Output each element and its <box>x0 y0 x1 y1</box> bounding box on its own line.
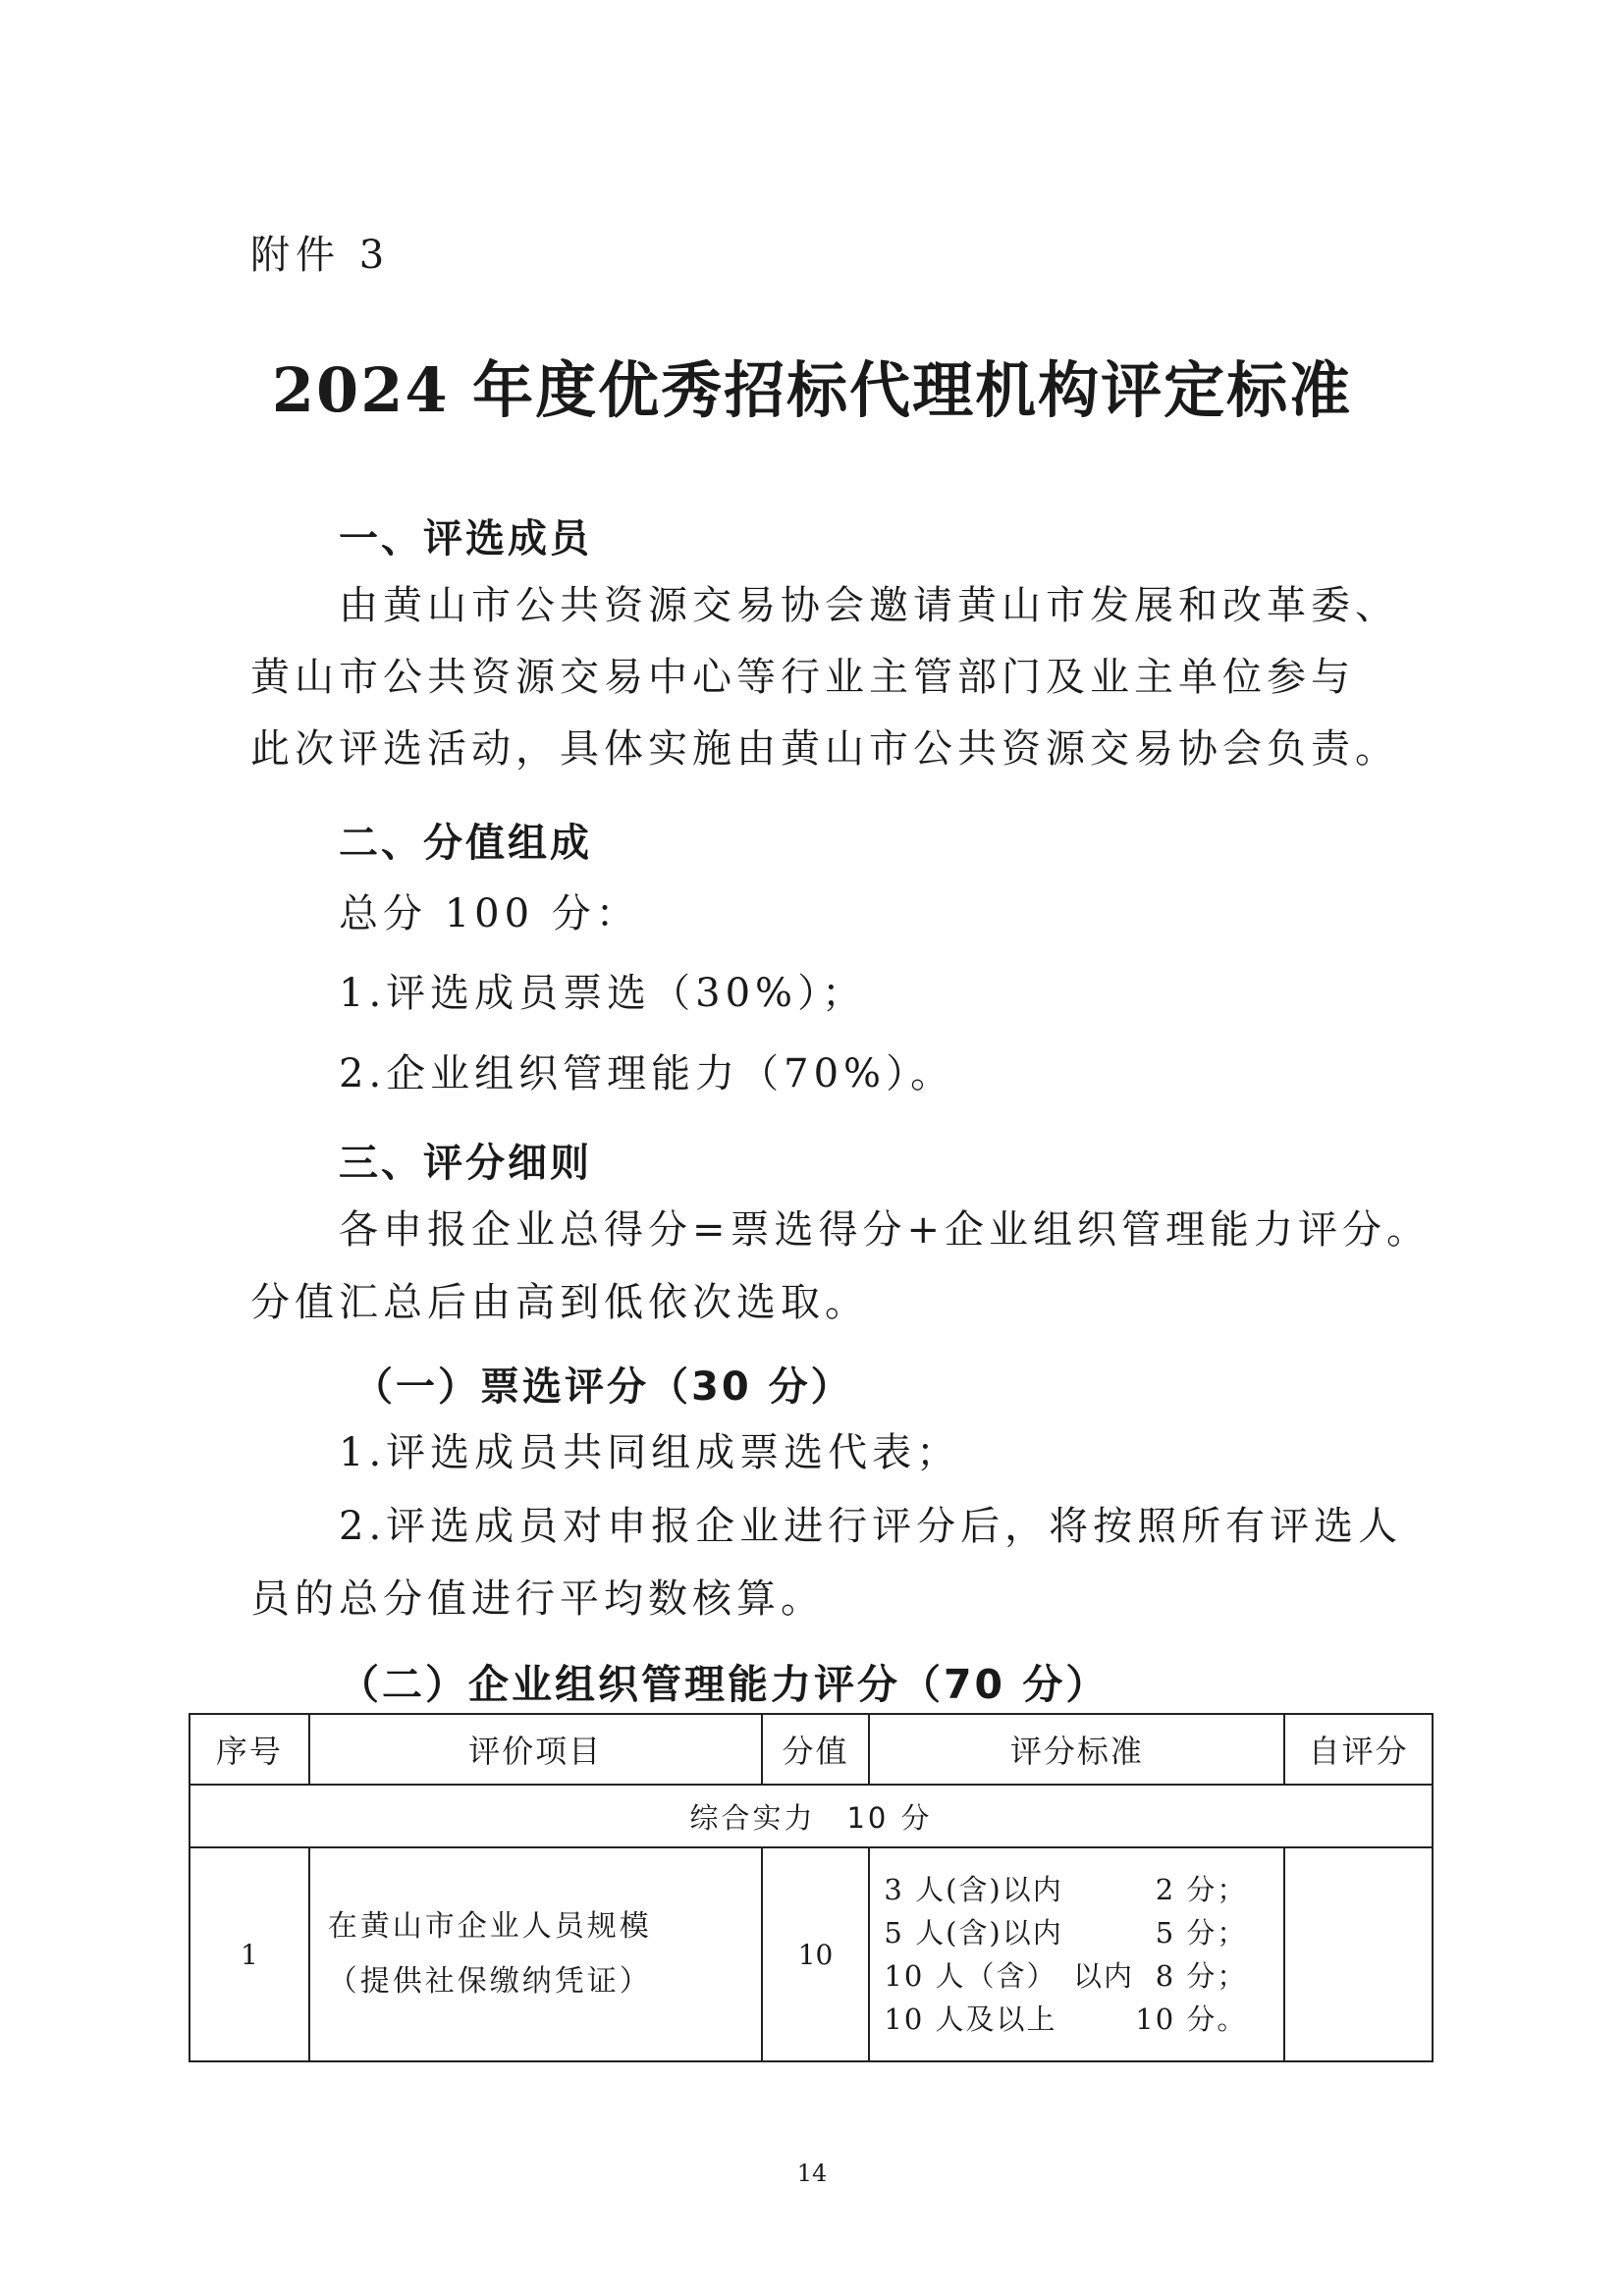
score-component-item: 1.评选成员票选（30%）； <box>339 971 867 1016</box>
row-item-line: （提供社保缴纳凭证） <box>327 1964 652 1999</box>
vote-rule-item: 1.评选成员共同组成票选代表； <box>339 1430 961 1475</box>
subsection-1-heading: （一）票选评分（30 分） <box>353 1364 853 1410</box>
row-item-line: 在黄山市企业人员规模 <box>327 1909 652 1944</box>
row-criteria <box>869 1847 1284 2061</box>
criteria-text: 10 人（含） 以内 <box>884 1959 1135 1993</box>
subsection-2-heading: （二）企业组织管理能力评分（70 分） <box>339 1661 1110 1708</box>
total-score-text: 总分 100 分： <box>339 891 640 936</box>
row-number: 1 <box>189 1847 309 2061</box>
score-component-item: 2.企业组织管理能力（70%）。 <box>339 1051 955 1096</box>
row-score: 10 <box>762 1847 870 2061</box>
criteria-points: 8 分； <box>1155 1959 1248 1993</box>
criteria-line <box>884 1954 1247 1998</box>
table-row <box>189 1847 1433 2061</box>
table-header-row <box>189 1714 1433 1785</box>
row-self-score <box>1284 1847 1433 2061</box>
section-1-heading: 一、评选成员 <box>339 516 592 561</box>
category-row <box>189 1785 1433 1847</box>
section-1-paragraph-line: 黄山市公共资源交易中心等行业主管部门及业主单位参与 <box>250 655 1355 700</box>
criteria-line <box>884 1868 1247 1911</box>
scoring-table <box>189 1713 1434 2062</box>
header-criteria: 评分标准 <box>869 1714 1284 1785</box>
page-number: 14 <box>796 2160 828 2187</box>
section-3-heading: 三、评分细则 <box>339 1141 592 1186</box>
criteria-points: 2 分； <box>1155 1873 1248 1906</box>
category-label: 综合实力 10 分 <box>189 1785 1433 1847</box>
section-1-paragraph-line: 由黄山市公共资源交易协会邀请黄山市发展和改革委、 <box>339 583 1399 628</box>
header-self-score: 自评分 <box>1284 1714 1433 1785</box>
section-3-paragraph-line: 分值汇总后由高到低依次选取。 <box>250 1280 869 1325</box>
header-item: 评价项目 <box>309 1714 762 1785</box>
vote-rule-item: 2.评选成员对申报企业进行评分后，将按照所有评选人 <box>339 1504 1403 1549</box>
vote-rule-item: 员的总分值进行平均数核算。 <box>250 1576 825 1622</box>
header-score: 分值 <box>762 1714 870 1785</box>
section-2-heading: 二、分值组成 <box>339 821 592 866</box>
attachment-label: 附件 3 <box>250 233 391 278</box>
criteria-text: 3 人(含)以内 <box>884 1873 1063 1906</box>
criteria-points: 5 分； <box>1155 1916 1248 1949</box>
row-item <box>309 1847 762 2061</box>
header-number: 序号 <box>189 1714 309 1785</box>
criteria-line <box>884 1998 1247 2041</box>
criteria-line <box>884 1911 1247 1954</box>
criteria-points: 10 分。 <box>1135 2002 1248 2036</box>
criteria-text: 10 人及以上 <box>884 2002 1057 2036</box>
document-title: 2024 年度优秀招标代理机构评定标准 <box>271 354 1353 426</box>
criteria-text: 5 人(含)以内 <box>884 1916 1063 1949</box>
section-3-paragraph-line: 各申报企业总得分=票选得分+企业组织管理能力评分。 <box>339 1207 1432 1253</box>
section-1-paragraph-line: 此次评选活动，具体实施由黄山市公共资源交易协会负责。 <box>250 726 1399 772</box>
